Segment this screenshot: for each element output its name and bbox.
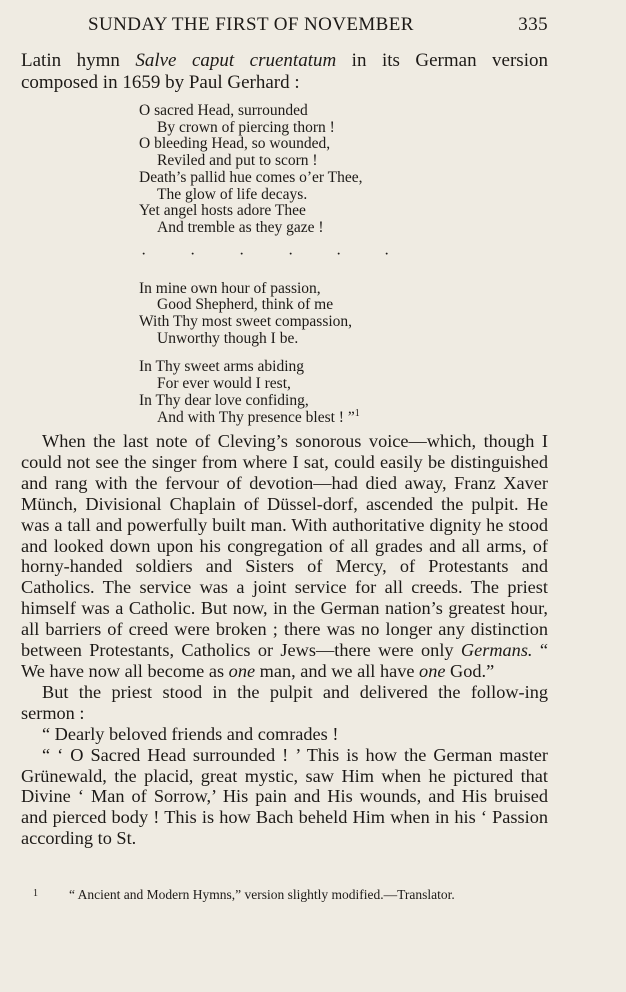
poem-line: By crown of piercing thorn !	[157, 118, 335, 136]
footnote-reference: 1	[354, 407, 360, 419]
poem-line: Yet angel hosts adore Thee	[139, 202, 306, 220]
poem-line: Death’s pallid hue comes o’er Thee,	[139, 168, 363, 186]
poem-line: O bleeding Head, so wounded,	[139, 135, 331, 153]
poem-stanza-3	[139, 359, 469, 426]
paragraph-text: When the last note of Cleving’s sonorous voice—which, though I could not see the singer from where I sat, could easily be distinguished and rang with the fervour of devotion—had died away, Franz Xaver Münch, Divisional Chaplain of Düssel-dorf, ascended the pulpit. He was a tall and powerfully built man. With authoritative dignity he stood and looked down upon his congregation of all grades and all arms, of horny-handed soldiers and Sisters of Mercy, of Protestants and Catholics. The service was a joint service for all creeds. The priest himself was a Catholic. But now, in the German nation’s greatest hour, all barriers of creed were broken ; there was no longer any distinction between Protestants, Catholics or Jews—there were only	[21, 431, 548, 661]
poem-line: Unworthy though I be.	[157, 329, 299, 347]
intro-paragraph	[21, 50, 548, 93]
body-text	[21, 431, 548, 849]
poem-line: O sacred Head, surrounded	[139, 102, 308, 119]
poem-line: And tremble as they gaze !	[157, 218, 324, 236]
poem-stanza-1	[139, 103, 469, 237]
paragraph-text: God.”	[445, 660, 495, 681]
page-number: 335	[518, 14, 548, 35]
intro-text: Latin hymn	[21, 50, 136, 71]
intro-line-1	[21, 50, 548, 72]
poem-line: Good Shepherd, think of me	[157, 296, 334, 314]
poem-line: The glow of life decays.	[157, 185, 308, 203]
poem-stanza-2	[139, 281, 469, 348]
italic-word: one	[228, 660, 256, 681]
paragraph-2: But the priest stood in the pulpit and delivered the follow-ing sermon :	[21, 681, 548, 723]
poem-line: With Thy most sweet compassion,	[139, 313, 353, 331]
ellipsis-dot: ·	[141, 245, 147, 263]
poem-line-text: And with Thy presence blest ! ”	[157, 408, 355, 426]
poem-line	[139, 407, 469, 427]
ellipsis-dot: ·	[336, 245, 342, 263]
poem-line: In Thy sweet arms abiding	[139, 358, 305, 376]
hymn-latin-title: Salve caput cruentatum	[135, 50, 337, 71]
footnote-mark: 1	[33, 888, 38, 899]
paragraph-4: “ ‘ O Sacred Head surrounded ! ’ This is how the German master Grünewald, the placid, great mystic, saw Him when he pictured that Divine ‘ Man of Sorrow,’ His pain and His wounds, and His bruised and pierced body ! This is how Bach beheld Him when in his ‘ Passion according to St.	[21, 744, 548, 849]
poem-line: In Thy dear love confiding,	[139, 391, 309, 409]
italic-word: Germans.	[460, 640, 533, 661]
ellipsis-dot: ·	[288, 245, 294, 263]
paragraph-1	[21, 431, 548, 682]
hymn-poem	[139, 103, 469, 438]
running-header	[88, 14, 548, 38]
poem-line: In mine own hour of passion,	[139, 279, 321, 297]
ellipsis-dots	[139, 245, 469, 265]
italic-word: one	[419, 660, 446, 681]
paragraph-text: “ We have now all become as	[21, 640, 548, 681]
intro-text: in its German version	[336, 50, 548, 71]
ellipsis-dot: ·	[384, 245, 390, 263]
paragraph-text: man, and we all have	[255, 660, 420, 681]
poem-line: Reviled and put to scorn !	[157, 152, 318, 170]
paragraph-3: “ Dearly beloved friends and comrades !	[42, 723, 339, 744]
ellipsis-dot: ·	[190, 245, 196, 263]
header-title: SUNDAY THE FIRST OF NOVEMBER	[88, 14, 414, 35]
footnote-text: “ Ancient and Modern Hymns,” version slightly modified.—Translator.	[69, 887, 455, 902]
ellipsis-dot: ·	[239, 245, 245, 263]
intro-line-2: composed in 1659 by Paul Gerhard :	[21, 71, 300, 93]
poem-line: For ever would I rest,	[157, 375, 291, 393]
